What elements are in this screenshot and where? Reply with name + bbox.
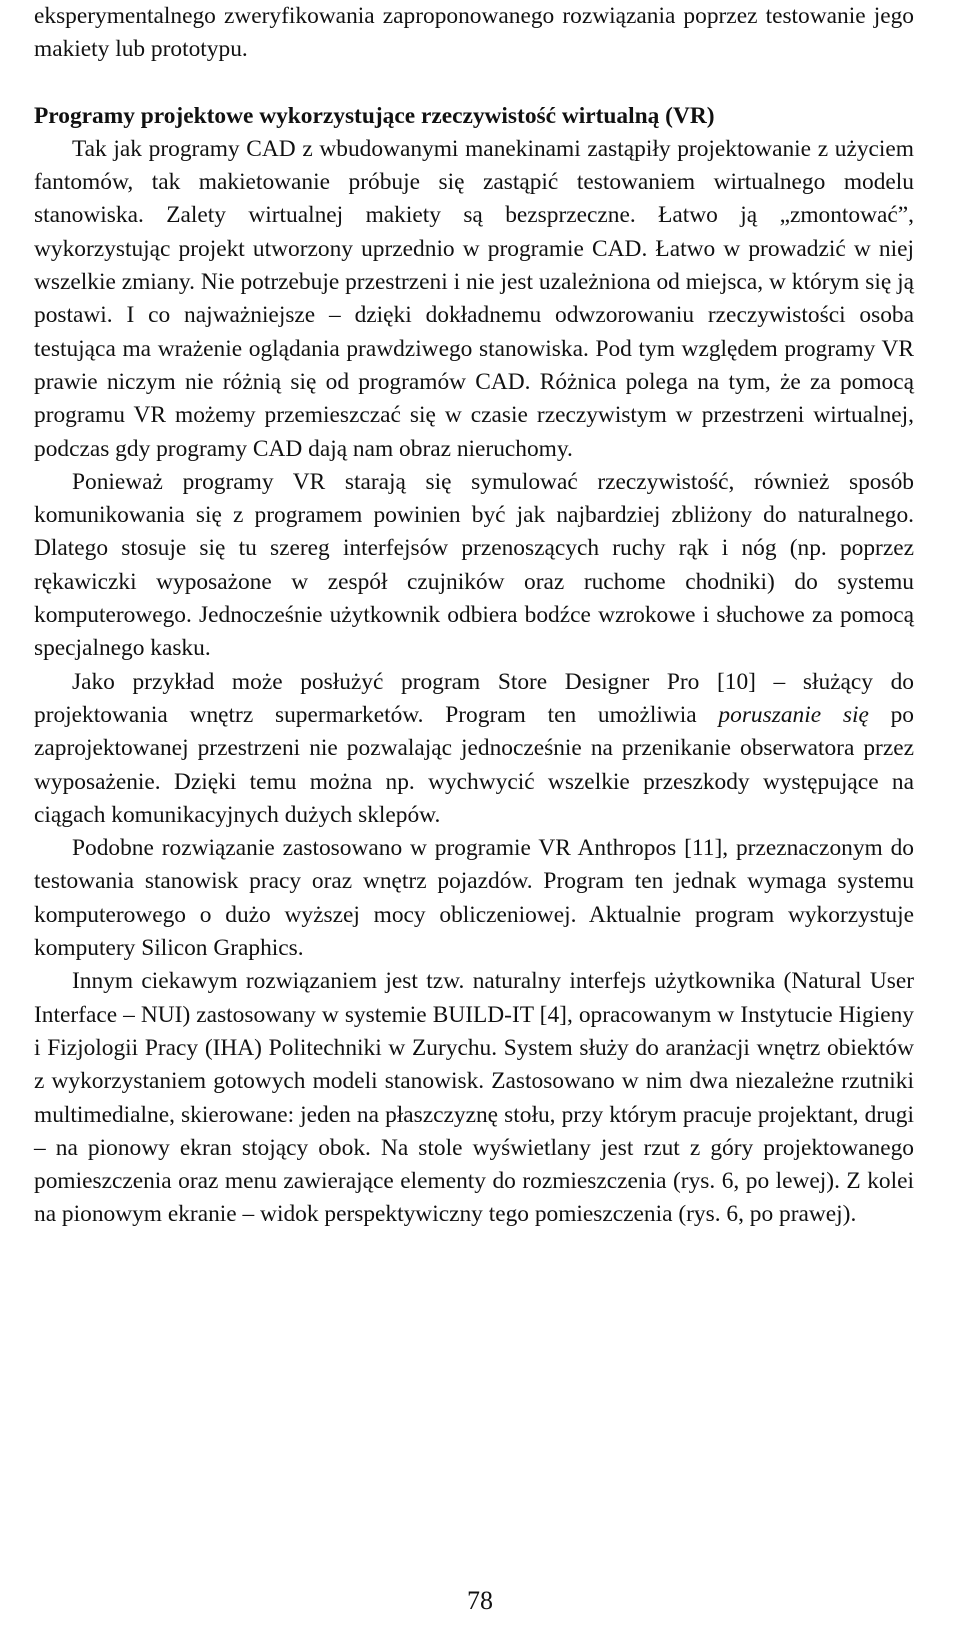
- document-body: [34, 0, 914, 1232]
- paragraph-3-emphasis: poruszanie się: [718, 701, 869, 728]
- section-title: Programy projektowe wykorzystujące rzeczywistość wirtualną (VR): [34, 102, 715, 129]
- paragraph-3-start: Jako przykład może posłużyć program Store Designer Pro [10] – służący do projektowania wnętrz supermarketów. Program ten umożliwia: [34, 668, 914, 728]
- intro-fragment: eksperymentalnego zweryfikowania zaproponowanego rozwiązania poprzez testowanie jego makiety lub prototypu.: [34, 3, 914, 63]
- page-number: 78: [467, 1586, 493, 1615]
- paragraph-build-it: Innym ciekawym rozwiązaniem jest tzw. naturalny interfejs użytkownika (Natural User Interface – NUI) zastosowany w systemie BUILD-IT [4], opracowanym w Instytucie Higieny i Fizjologii Pracy (IHA) Politechniki w Zurychu. System służy do aranżacji wnętrz obiektów z wykorzystaniem gotowych modeli stanowisk. Zastosowano w nim dwa niezależne rzutniki multimedialne, skierowane: jeden na płaszczyznę stołu, przy którym pracuje projektant, drugi – na pionowy ekran stojący obok. Na stole wyświetlany jest rzut z góry projektowanego pomieszczenia oraz menu zawierające elementy do rozmieszczenia (rys. 6, po lewej). Z kolei na pionowym ekranie – widok perspektywiczny tego pomieszczenia (rys. 6, po prawej).: [34, 968, 914, 1228]
- paragraph-vr-interfaces: Ponieważ programy VR starają się symulować rzeczywistość, również sposób komunikowania się z programem powinien być jak najbardziej zbliżony do naturalnego. Dlatego stosuje się tu szereg interfejsów przenoszących ruchy rąk i nóg (np. poprzez rękawiczki wyposażone w zespół czujników oraz ruchome chodniki) do systemu komputerowego. Jednocześnie użytkownik odbiera bodźce wzrokowe i słuchowe za pomocą specjalnego kasku.: [34, 468, 914, 662]
- paragraph-anthropos: Podobne rozwiązanie zastosowano w programie VR Anthropos [11], przeznaczonym do testowania stanowisk pracy oraz wnętrz pojazdów. Program ten jednak wymaga systemu komputerowego o dużo wyższej mocy obliczeniowej. Aktualnie program wykorzystuje komputery Silicon Graphics.: [34, 835, 914, 962]
- paragraph-vr-advantages: Tak jak programy CAD z wbudowanymi manekinami zastąpiły projektowanie z użyciem fantomów, tak makietowanie próbuje się zastąpić testowaniem wirtualnego modelu stanowiska. Zalety wirtualnej makiety są bezsprzeczne. Łatwo ją „zmontować”, wykorzystując projekt utworzony uprzednio w programie CAD. Łatwo w prowadzić w niej wszelkie zmiany. Nie potrzebuje przestrzeni i nie jest uzależniona od miejsca, w którym się ją postawi. I co najważniejsze – dzięki dokładnemu odwzorowaniu rzeczywistości osoba testująca ma wrażenie oglądania prawdziwego stanowiska. Pod tym względem programy VR prawie niczym nie różnią się od programów CAD. Różnica polega na tym, że za pomocą programu VR możemy przemieszczać się w czasie rzeczywistym w przestrzeni wirtualnej, podczas gdy programy CAD dają nam obraz nieruchomy.: [34, 135, 914, 462]
- paragraph-store-designer-pro: [34, 666, 914, 832]
- paragraph-3-end: po zaprojektowanej przestrzeni nie pozwalając jednocześnie na przenikanie obserwatora przez wyposażenie. Dzięki temu można np. wychwycić wszelkie przeszkody występujące na ciągach komunikacyjnych dużych sklepów.: [34, 701, 914, 828]
